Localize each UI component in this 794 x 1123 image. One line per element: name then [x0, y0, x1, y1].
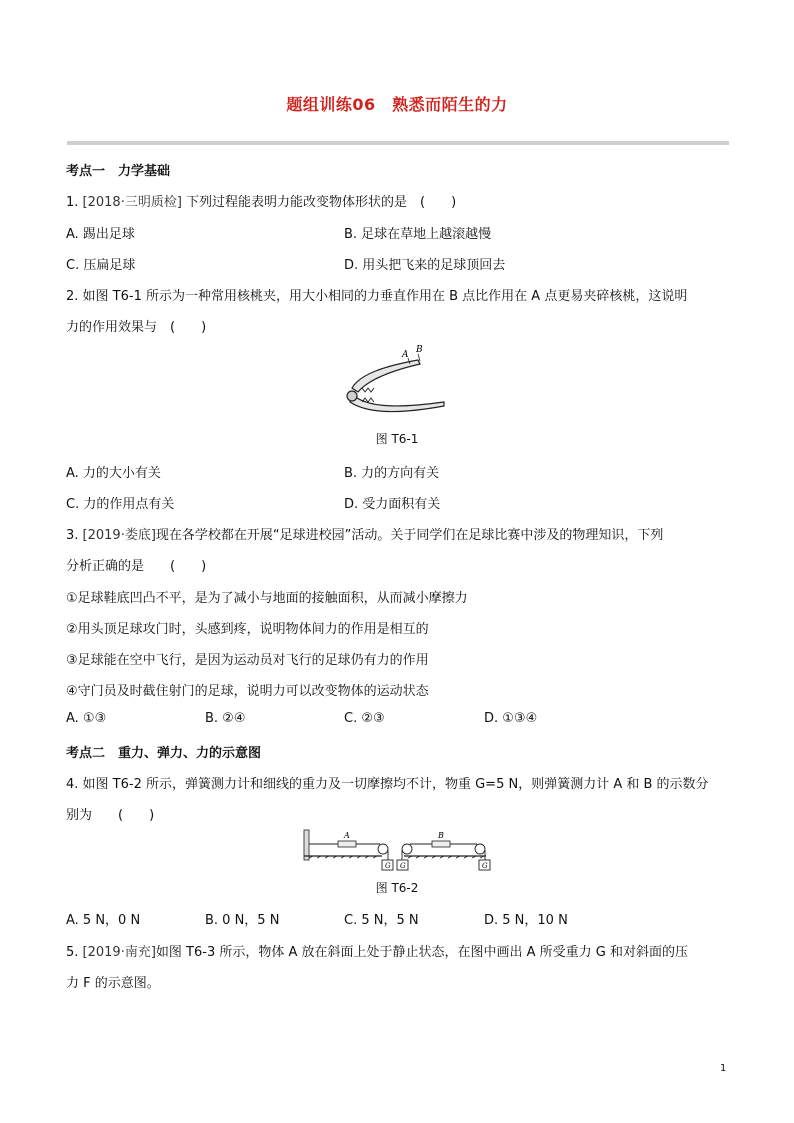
- q5-number: 5.: [66, 945, 83, 960]
- question-1-stem: [66, 191, 456, 210]
- q1-option-b: B. 足球在草地上越滚越慢: [344, 227, 492, 242]
- fig2-label-a: A: [344, 831, 350, 840]
- fig2-label-g1: G: [385, 862, 391, 870]
- spring-scale-figure: [300, 826, 496, 874]
- q3-option-a: A. ①③: [66, 711, 107, 726]
- q2-option-b: B. 力的方向有关: [344, 466, 440, 481]
- q3-option-b: B. ②④: [205, 711, 246, 726]
- question-5-stem-line1: [66, 941, 688, 960]
- section-heading-1: 考点一 力学基础: [66, 164, 171, 179]
- fig1-label-a: A: [402, 350, 409, 360]
- q3-option-d: D. ①③④: [484, 711, 538, 726]
- q1-number: 1.: [66, 195, 83, 210]
- q3-text: 现在各学校都在开展“足球进校园”活动。关于同学们在足球比赛中涉及的物理知识，下列: [155, 528, 664, 543]
- question-3-stem-line1: [66, 524, 663, 543]
- q4-option-a: A. 5 N，0 N: [66, 913, 141, 928]
- q2-option-a: A. 力的大小有关: [66, 466, 161, 481]
- figure-t6-1-caption: 图 T6-1: [375, 432, 419, 446]
- page-number: 1: [720, 1063, 727, 1074]
- q3-statement-4: ④守门员及时截住射门的足球，说明力可以改变物体的运动状态: [66, 684, 429, 699]
- q1-option-a: A. 踢出足球: [66, 227, 135, 242]
- q3-option-c: C. ②③: [344, 711, 385, 726]
- q1-option-d: D. 用头把飞来的足球顶回去: [344, 258, 506, 273]
- question-5-stem-line2: 力 F 的示意图。: [66, 976, 160, 991]
- q4-option-b: B. 0 N，5 N: [205, 913, 280, 928]
- figure-t6-2-caption: 图 T6-2: [375, 881, 419, 895]
- q4-option-c: C. 5 N，5 N: [344, 913, 419, 928]
- nutcracker-figure: [340, 344, 450, 416]
- fig2-label-b: B: [438, 831, 444, 840]
- title-divider: [67, 141, 729, 145]
- q1-source-tag: [2018·三明质检]: [82, 195, 182, 210]
- q4-option-d: D. 5 N，10 N: [484, 913, 568, 928]
- q1-option-c: C. 压扁足球: [66, 258, 136, 273]
- q2-option-d: D. 受力面积有关: [344, 497, 441, 512]
- question-2-stem-line1: 2. 如图 T6-1 所示为一种常用核桃夹，用大小相同的力垂直作用在 B 点比作用在 A 点更易夹碎核桃，这说明: [66, 289, 688, 304]
- q3-source-tag: [2019·娄底]: [82, 528, 156, 543]
- question-4-stem-line1: 4. 如图 T6-2 所示，弹簧测力计和细线的重力及一切摩擦均不计，物重 G=5 N，则弹簧测力计 A 和 B 的示数分: [66, 777, 709, 792]
- page-title: 题组训练06 熟悉而陌生的力: [286, 95, 508, 114]
- q3-statement-3: ③足球能在空中飞行，是因为运动员对飞行的足球仍有力的作用: [66, 653, 429, 668]
- question-4-stem-line2: 别为 ( ): [66, 808, 155, 823]
- question-3-stem-line2: 分析正确的是 ( ): [66, 559, 207, 574]
- question-2-stem-line2: 力的作用效果与 ( ): [66, 320, 207, 335]
- q2-option-c: C. 力的作用点有关: [66, 497, 175, 512]
- q1-text: 下列过程能表明力能改变物体形状的是 ( ): [181, 195, 457, 210]
- fig1-label-b: B: [416, 345, 423, 355]
- q3-statement-2: ②用头顶足球攻门时，头感到疼，说明物体间力的作用是相互的: [66, 622, 429, 637]
- q5-text: 如图 T6-3 所示，物体 A 放在斜面上处于静止状态，在图中画出 A 所受重力 G 和对斜面的压: [155, 945, 689, 960]
- section-heading-2: 考点二 重力、弹力、力的示意图: [66, 746, 262, 761]
- q3-statement-1: ①足球鞋底凹凸不平，是为了减小与地面的接触面积，从而减小摩擦力: [66, 591, 468, 606]
- fig2-label-g2: G: [400, 862, 406, 870]
- q5-source-tag: [2019·南充]: [82, 945, 156, 960]
- q3-number: 3.: [66, 528, 83, 543]
- fig2-label-g3: G: [482, 862, 488, 870]
